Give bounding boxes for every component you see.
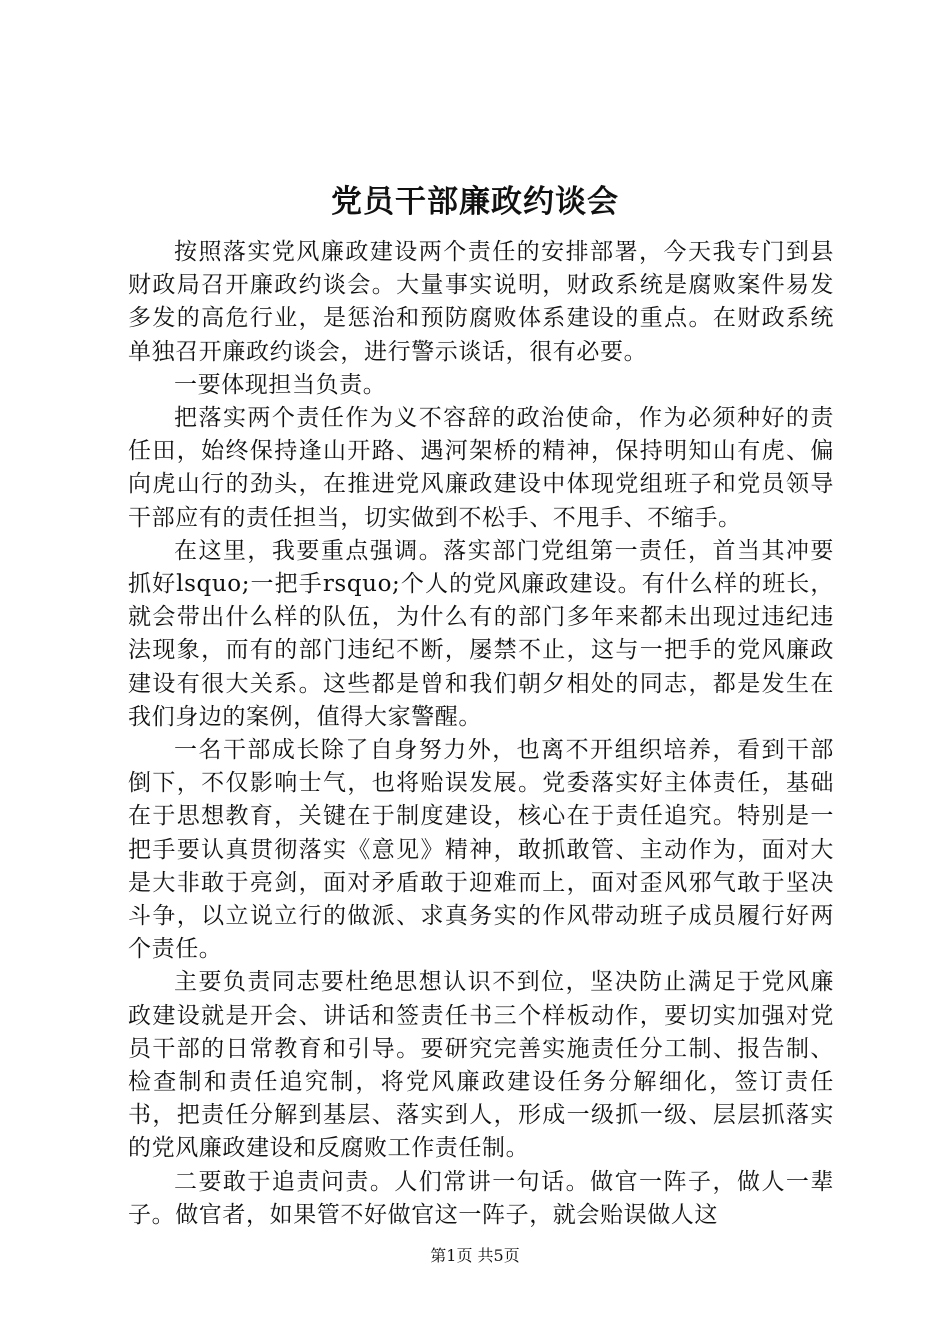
document-body xyxy=(128,236,834,1232)
paragraph-6: 主要负责同志要杜绝思想认识不到位，坚决防止满足于党风廉政建设就是开会、讲话和签责任书三个样板动作，要切实加强对党员干部的日常教育和引导。要研究完善实施责任分工制、报告制、检查制和责任追究制，将党风廉政建设任务分解细化，签订责任书，把责任分解到基层、落实到人，形成一级抓一级、层层抓落实的党风廉政建设和反腐败工作责任制。 xyxy=(128,969,834,1162)
paragraph-3: 把落实两个责任作为义不容辞的政治使命，作为必须种好的责任田，始终保持逢山开路、遇河架桥的精神，保持明知山有虎、偏向虎山行的劲头，在推进党风廉政建设中体现党组班子和党员领导干部应有的责任担当，切实做到不松手、不甩手、不缩手。 xyxy=(128,405,834,531)
document-title: 党员干部廉政约谈会 xyxy=(331,184,619,220)
page-footer: 第1页 共5页 xyxy=(430,1246,520,1265)
paragraph-7: 二要敢于追责问责。人们常讲一句话。做官一阵子，做人一辈子。做官者，如果管不好做官这一阵子，就会贻误做人这 xyxy=(128,1168,834,1228)
paragraph-2-heading: 一要体现担当负责。 xyxy=(174,371,387,398)
paragraph-4: 在这里，我要重点强调。落实部门党组第一责任，首当其冲要抓好lsquo;一把手rsquo;个人的党风廉政建设。有什么样的班长，就会带出什么样的队伍，为什么有的部门多年来都未出现过违纪违法现象，而有的部门违纪不断，屡禁不止，这与一把手的党风廉政建设有很大关系。这些都是曾和我们朝夕相处的同志，都是发生在我们身边的案例，值得大家警醒。 xyxy=(128,537,834,730)
paragraph-1: 按照落实党风廉政建设两个责任的安排部署，今天我专门到县财政局召开廉政约谈会。大量事实说明，财政系统是腐败案件易发多发的高危行业，是惩治和预防腐败体系建设的重点。在财政系统单独召开廉政约谈会，进行警示谈话，很有必要。 xyxy=(128,239,834,365)
paragraph-5: 一名干部成长除了自身努力外，也离不开组织培养，看到干部倒下，不仅影响士气，也将贻误发展。党委落实好主体责任，基础在于思想教育，关键在于制度建设，核心在于责任追究。特别是一把手要认真贯彻落实《意见》精神，敢抓敢管、主动作为，面对大是大非敢于亮剑，面对矛盾敢于迎难而上，面对歪风邪气敢于坚决斗争，以立说立行的做派、求真务实的作风带动班子成员履行好两个责任。 xyxy=(128,737,834,963)
